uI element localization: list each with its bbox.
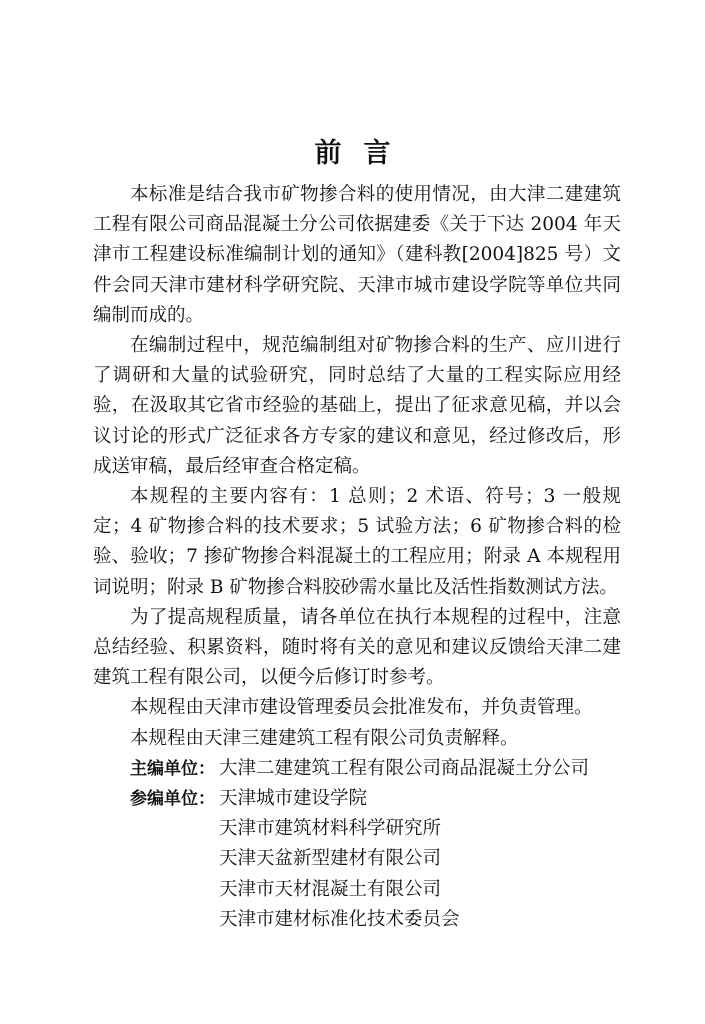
participating-unit: 天津市天材混凝土有限公司 bbox=[219, 878, 442, 900]
participating-units-row bbox=[93, 784, 621, 935]
participating-unit: 天津市建筑材料科学研究所 bbox=[219, 818, 442, 840]
participating-units-label: 参编单位： bbox=[130, 789, 215, 810]
approval-line: 本规程由天津市建设管理委员会批准发布，并负责管理。 bbox=[130, 697, 593, 719]
page-title: 前言 bbox=[314, 138, 413, 169]
paragraph-purpose: 本标准是结合我市矿物掺合料的使用情况，由大津二建建筑工程有限公司商品混凝土分公司依据建委《关于下达 2004 年天津市工程建设标准编制计划的通知》（建科教[2004]825 号）文件会同天津市建材科学研究院、天津市城市建设学院等单位共同编制而成的。 bbox=[93, 184, 621, 326]
participating-unit: 天津市建材标准化技术委员会 bbox=[219, 908, 460, 930]
paragraph-process: 在编制过程中，规范编制组对矿物掺合料的生产、应川进行了调研和大量的试验研究，同时总结了大量的工程实际应用经验，在汲取其它省市经验的基础上，提出了征求意见稿，并以会议讨论的形式广泛征求各方专家的建议和意见，经过修改后，形成送审稿，最后经审查合格定稿。 bbox=[93, 335, 621, 477]
chief-unit-row bbox=[93, 754, 621, 784]
participating-units-list bbox=[219, 784, 460, 935]
participating-unit: 天津城市建设学院 bbox=[219, 788, 368, 810]
paragraph-contents: 本规程的主要内容有：1 总则；2 术语、符号；3 一般规定；4 矿物掺合料的技术要求；5 试验方法；6 矿物掺合料的检验、验收；7 掺矿物掺合料混凝土的工程应用；附录 A 本规程用词说明；附录 B 矿物掺合料胶砂需水量比及活性指数测试方法。 bbox=[93, 486, 621, 598]
document-body bbox=[93, 180, 621, 935]
participating-unit: 天津天盆新型建材有限公司 bbox=[219, 848, 442, 870]
interpretation-line: 本规程由天津三建建筑工程有限公司负责解释。 bbox=[130, 727, 519, 749]
chief-unit-name: 大津二建建筑工程有限公司商品混凝土分公司 bbox=[219, 757, 590, 779]
chief-unit-label: 主编单位： bbox=[130, 758, 215, 779]
paragraph-feedback: 为了提高规程质量，请各单位在执行本规程的过程中，注意总结经验、积累资料，随时将有关的意见和建议反馈给天津二建建筑工程有限公司，以便今后修订时参考。 bbox=[93, 606, 621, 689]
